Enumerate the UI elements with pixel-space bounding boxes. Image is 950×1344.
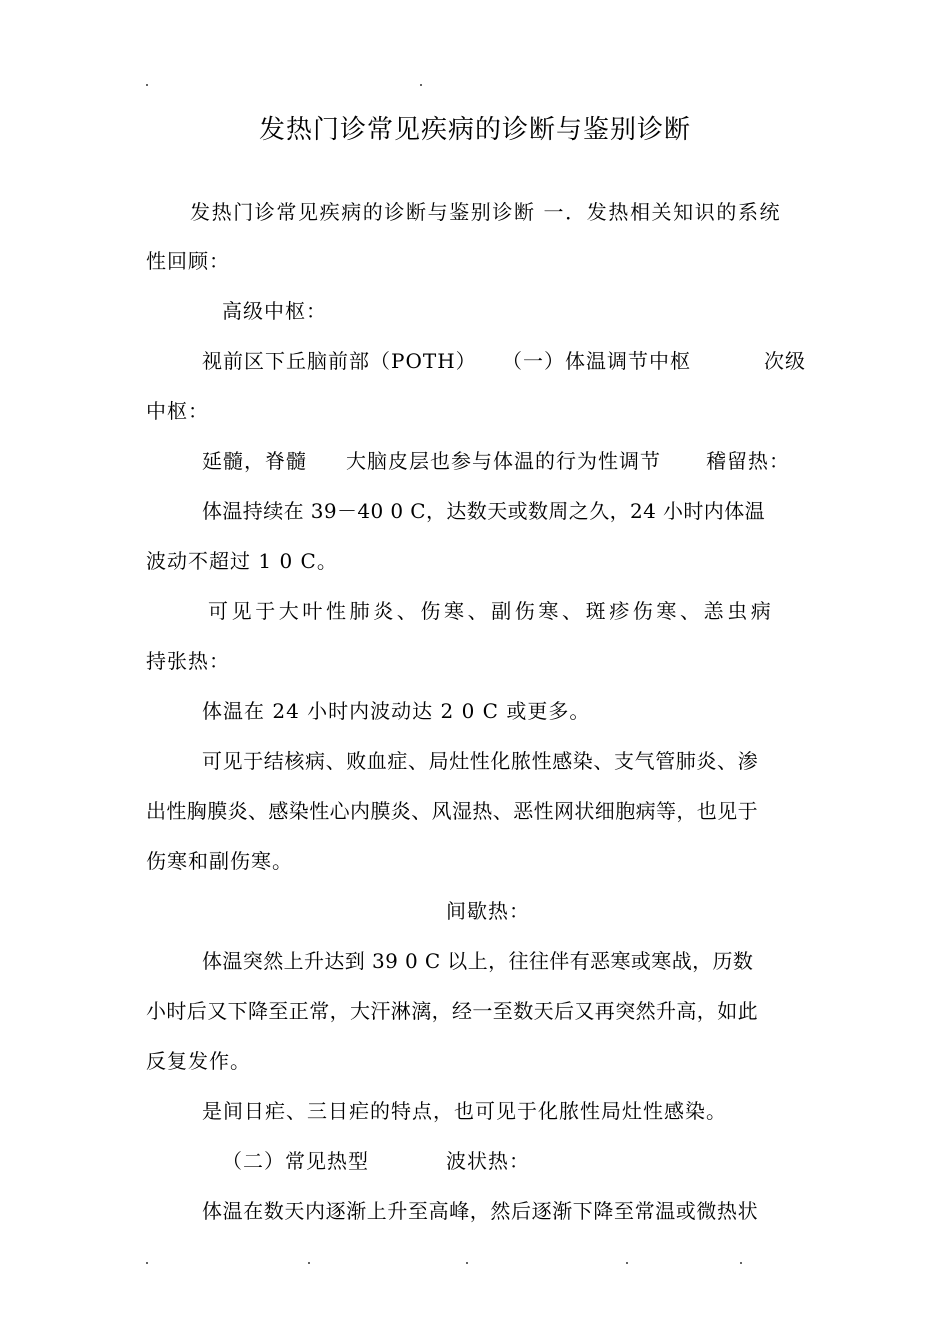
footer-dot	[146, 1262, 148, 1264]
paragraph-line: 间歇热：	[446, 899, 530, 923]
paragraph-line: 体温在数天内逐渐上升至高峰，然后逐渐下降至常温或微热状	[202, 1199, 759, 1223]
paragraph-line: 中枢：	[146, 399, 209, 423]
text-segment: 大脑皮层也参与体温的行为性调节	[346, 449, 661, 473]
paragraph-line: 反复发作。	[146, 1049, 251, 1073]
text-segment: 延髓，脊髓	[202, 449, 307, 473]
paragraph-line: 体温突然上升达到 39 0 C 以上，往往伴有恶寒或寒战，历数	[202, 949, 754, 973]
header-dot	[146, 84, 148, 86]
paragraph-line: 持张热：	[146, 649, 230, 673]
paragraph-line: 是间日疟、三日疟的特点，也可见于化脓性局灶性感染。	[202, 1099, 727, 1123]
paragraph-line: 体温持续在 39－40 0 C，达数天或数周之久，24 小时内体温	[202, 499, 766, 523]
footer-dot	[308, 1262, 310, 1264]
paragraph-line: 小时后又下降至正常，大汗淋漓，经一至数天后又再突然升高，如此	[146, 999, 758, 1023]
header-dot	[420, 84, 422, 86]
paragraph-line: 可见于大叶性肺炎、伤寒、副伤寒、斑疹伤寒、恙虫病	[208, 599, 775, 623]
text-segment: （二）常见热型	[222, 1149, 369, 1173]
paragraph-line: 性回顾：	[146, 249, 230, 273]
document-title: 发热门诊常见疾病的诊断与鉴别诊断	[258, 115, 691, 145]
paragraph-line: 高级中枢：	[222, 299, 327, 323]
footer-dot	[626, 1262, 628, 1264]
text-segment: 视前区下丘脑前部（POTH）	[202, 349, 477, 373]
paragraph-line: 出性胸膜炎、感染性心内膜炎、风湿热、恶性网状细胞病等，也见于	[146, 799, 758, 823]
paragraph-line	[190, 197, 806, 227]
paragraph-line: 可见于结核病、败血症、局灶性化脓性感染、支气管肺炎、渗	[202, 749, 759, 773]
text-segment: 发热门诊常见疾病的诊断与鉴别诊断 一．发热相关知识的系统	[190, 200, 782, 224]
text-segment: 波状热：	[446, 1149, 530, 1173]
text-segment: 稽留热：	[706, 449, 790, 473]
paragraph-line: 体温在 24 小时内波动达 2 0 C 或更多。	[202, 699, 591, 723]
text-segment: 次级	[764, 349, 806, 373]
paragraph-line: 伤寒和副伤寒。	[146, 849, 293, 873]
footer-dot	[740, 1262, 742, 1264]
footer-dot	[466, 1262, 468, 1264]
paragraph-line: 波动不超过 1 0 C。	[146, 549, 338, 573]
text-segment: （一）体温调节中枢	[502, 349, 691, 373]
